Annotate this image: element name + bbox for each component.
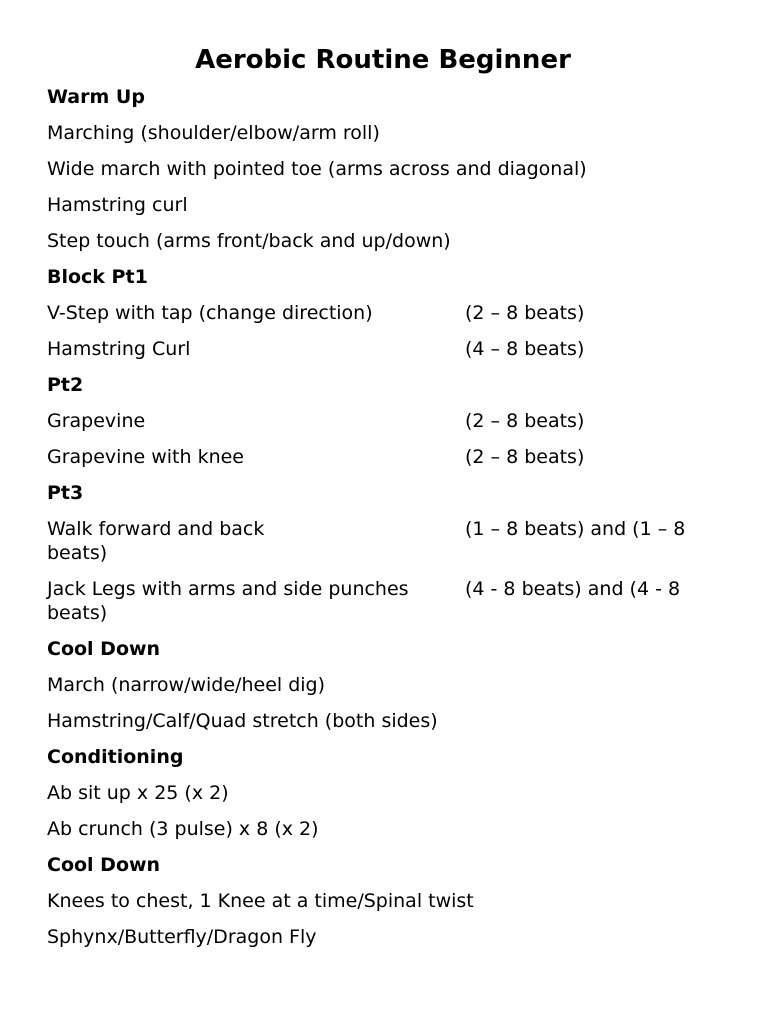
section-heading-cool-down: Cool Down <box>47 638 161 660</box>
list-item <box>47 517 728 565</box>
list-item <box>47 337 728 361</box>
section-heading-pt3: Pt3 <box>47 482 84 504</box>
list-item: Hamstring curl <box>47 194 188 216</box>
list-item: Ab sit up x 25 (x 2) <box>47 782 229 804</box>
move-name: Jack Legs with arms and side punches <box>47 578 409 600</box>
list-item: Knees to chest, 1 Knee at a time/Spinal twist <box>47 890 474 912</box>
section-heading-cool-down-final: Cool Down <box>47 854 161 876</box>
beats-count: (2 – 8 beats) <box>465 446 585 468</box>
move-name: Walk forward and back <box>47 518 265 540</box>
move-name: Grapevine with knee <box>47 446 244 468</box>
beats-count: (1 – 8 beats) and (1 – 8 <box>465 518 686 540</box>
beats-count: (2 – 8 beats) <box>465 410 585 432</box>
list-item <box>47 409 728 433</box>
beats-continuation: beats) <box>47 602 108 624</box>
list-item: Sphynx/Butterfly/Dragon Fly <box>47 926 317 948</box>
list-item: March (narrow/wide/heel dig) <box>47 674 326 696</box>
section-heading-conditioning: Conditioning <box>47 746 184 768</box>
section-heading-block-pt1: Block Pt1 <box>47 266 148 288</box>
list-item <box>47 301 728 325</box>
beats-continuation: beats) <box>47 542 108 564</box>
document-title: Aerobic Routine Beginner <box>195 45 571 75</box>
list-item: Ab crunch (3 pulse) x 8 (x 2) <box>47 818 319 840</box>
move-name: Grapevine <box>47 410 146 432</box>
list-item: Hamstring/Calf/Quad stretch (both sides) <box>47 710 438 732</box>
list-item: Marching (shoulder/elbow/arm roll) <box>47 122 380 144</box>
move-name: Hamstring Curl <box>47 338 191 360</box>
move-name: V-Step with tap (change direction) <box>47 302 373 324</box>
beats-count: (4 - 8 beats) and (4 - 8 <box>465 578 681 600</box>
beats-count: (2 – 8 beats) <box>465 302 585 324</box>
section-heading-warm-up: Warm Up <box>47 86 145 108</box>
list-item: Step touch (arms front/back and up/down) <box>47 230 451 252</box>
list-item <box>47 445 728 469</box>
section-heading-pt2: Pt2 <box>47 374 84 396</box>
beats-count: (4 – 8 beats) <box>465 338 585 360</box>
list-item <box>47 577 728 625</box>
list-item: Wide march with pointed toe (arms across and diagonal) <box>47 158 587 180</box>
